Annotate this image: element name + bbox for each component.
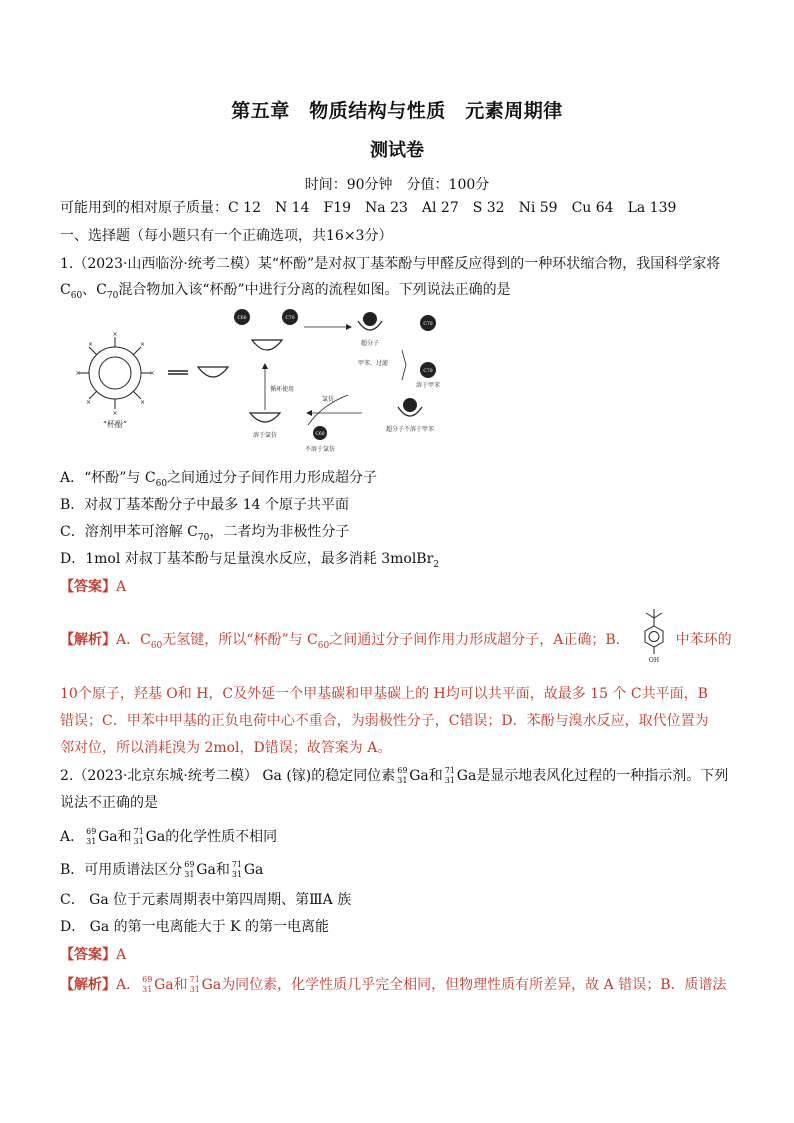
q2-option-a: A． 69 31 Ga和 71 31 Ga的化学性质不相同 (60, 827, 278, 846)
svg-text:溶于甲苯: 溶于甲苯 (415, 382, 441, 389)
q2-stem-line2: 说法不正确的是 (60, 795, 158, 811)
q2-option-d: D． Ga 的第一电离能大于 K 的第一电离能 (60, 919, 330, 935)
svg-text:不溶于氯仿: 不溶于氯仿 (304, 446, 336, 453)
q1-option-d: D．1mol 对叔丁基苯酚与足量溴水反应，最多消耗 3molBr$_2$ (60, 551, 440, 570)
chapter-title: 第五章 物质结构与性质 元素周期律 (231, 100, 563, 122)
svg-text:×: × (112, 331, 118, 338)
svg-text:超分子: 超分子 (360, 340, 380, 347)
svg-text:C70: C70 (423, 369, 433, 374)
calixarene-flow-diagram (70, 305, 450, 455)
q2-option-c: C． Ga 位于元素周期表中第四周期、第ⅢA 族 (60, 892, 352, 908)
svg-text:超分子不溶于甲苯: 超分子不溶于甲苯 (385, 426, 435, 433)
svg-text:×: × (149, 370, 155, 377)
atomic-masses: 可能用到的相对原子质量：C 12 N 14 F19 Na 23 Al 27 S 32 Ni 59 Cu 64 La 139 (60, 200, 677, 216)
svg-text:×: × (75, 370, 81, 377)
svg-text:溶于氯仿: 溶于氯仿 (252, 432, 278, 439)
svg-text:OH: OH (648, 657, 660, 664)
svg-text:循环使用: 循环使用 (270, 386, 295, 393)
svg-text:×: × (140, 341, 146, 348)
q2-option-b: B．可用质谱法区分 69 31 Ga和 71 31 Ga (60, 860, 264, 879)
q2-answer: 【答案】A (60, 947, 127, 963)
q2-stem-line1: 2.（2023·北京东城·统考二模） Ga (镓)的稳定同位素 69 31 Ga和 71 31 Ga是显示地表风化过程的一种指示剂。下列 (60, 766, 729, 785)
q1-option-a: A．“杯酚”与 $C_{60}$之间通过分子间作用力形成超分子 (60, 470, 378, 489)
svg-text:氯仿: 氯仿 (322, 396, 335, 403)
svg-text:×: × (112, 410, 118, 417)
q2-analysis-line1: 【解析】A． 69 31 Ga和 71 31 Ga为同位素，化学性质几乎完全相同，但物理性质有所差异，故 A 错误；B．质谱法 (60, 975, 727, 994)
svg-text:×: × (86, 399, 92, 406)
svg-text:C70: C70 (285, 316, 295, 321)
q1-option-b: B．对叔丁基苯酚分子中最多 14 个原子共平面 (60, 497, 350, 513)
q1-analysis-line1: 【解析】A．$C_{60}$无氢键，所以“杯酚”与 $C_{60}$之间通过分子间作用力形成超分子，A正确；B． 中苯环的 (60, 632, 732, 651)
q1-answer: 【答案】A (60, 579, 127, 595)
svg-text:甲苯、过滤: 甲苯、过滤 (358, 360, 389, 367)
q1-stem-line2: $C_{60}$、$C_{70}$混合物加入该“杯酚”中进行分离的流程如图。下列说法正确的是 (60, 282, 511, 301)
q1-analysis-line4: 邻对位，所以消耗溴为 2mol，D错误；故答案为 A。 (60, 740, 392, 756)
svg-text:×: × (140, 399, 146, 406)
time-score: 时间：90分钟 分值：100分 (304, 177, 490, 193)
svg-text:C60: C60 (237, 316, 247, 321)
bowl-icon (198, 367, 228, 377)
q1-stem-line1: 1.（2023·山西临汾·统考二模）某“杯酚”是对叔丁基苯酚与甲醛反应得到的一种环状缩合物，我国科学家将 (60, 256, 721, 272)
svg-text:×: × (88, 341, 94, 348)
calixarene-structure-icon (75, 331, 154, 417)
test-subtitle: 测试卷 (370, 140, 424, 161)
q1-analysis-line3: 错误；C．甲苯中甲基的正负电荷中心不重合，为弱极性分子，C错误；D．苯酚与溴水反应，取代位置为 (60, 713, 709, 729)
section-heading: 一、选择题（每小题只有一个正确选项，共16×3分） (60, 228, 393, 244)
q1-option-c: C．溶剂甲苯可溶解 $C_{70}$，二者均为非极性分子 (60, 524, 350, 543)
calixarene-label: “杯酚” (102, 420, 128, 429)
isotope-ga69: 69 31 (397, 766, 408, 785)
svg-text:C60: C60 (315, 432, 325, 437)
q1-analysis-line2: 10个原子，羟基 O和 H，C及外延一个甲基碳和甲基碳上的 H均可以共平面，故最多 15 个 C共平面，B (60, 686, 708, 702)
tert-butylphenol-structure-icon (634, 604, 674, 666)
svg-text:C70: C70 (423, 322, 433, 327)
isotope-ga71: 71 31 (444, 766, 455, 785)
